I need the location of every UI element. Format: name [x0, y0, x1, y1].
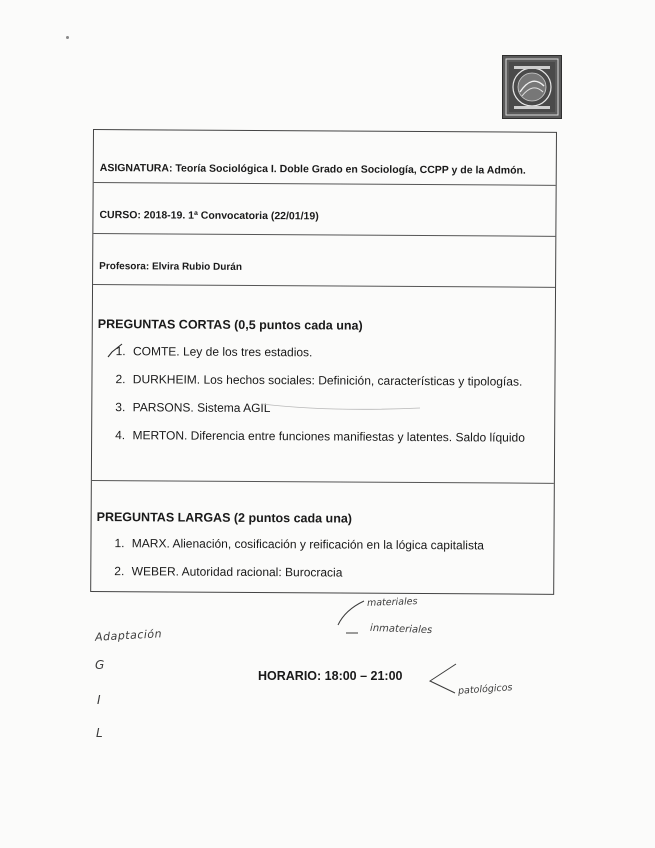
question-text: DURKHEIM. Los hechos sociales: Definición, características y tipologías.: [132, 372, 523, 389]
question-text: PARSONS. Sistema AGIL: [132, 400, 271, 416]
preguntas-cortas-title: PREGUNTAS CORTAS (0,5 puntos cada una): [97, 317, 363, 333]
question-number: 1.: [115, 344, 126, 359]
question-number: 4.: [115, 428, 126, 443]
handwritten-materiales: materiales: [366, 596, 418, 609]
question-text: MARX. Alienación, cosificación y reificación en la lógica capitalista: [131, 536, 485, 553]
handwritten-patologicos: patológicos: [457, 682, 513, 697]
check-mark-icon: [108, 344, 122, 357]
pencil-check-materiales-icon: [338, 601, 364, 625]
horario-text: HORARIO: 18:00 – 21:00: [258, 669, 403, 683]
asignatura-value: Teoría Sociológica I. Doble Grado en Sociología, CCPP y de la Admón.: [175, 162, 526, 177]
question-text: MERTON. Diferencia entre funciones manifiestas y latentes. Saldo líquido: [132, 428, 525, 445]
profesora-value: Elvira Rubio Durán: [151, 261, 243, 273]
question-number: 1.: [114, 536, 125, 551]
pencil-underline: [262, 404, 420, 409]
curso-label: CURSO:: [99, 209, 141, 222]
pencil-angle-bracket-icon: [430, 664, 456, 693]
preguntas-largas-title: PREGUNTAS LARGAS (2 puntos cada una): [96, 510, 353, 526]
question-number: 3.: [115, 400, 126, 415]
handwritten-adaptacion: Adaptación: [94, 627, 163, 644]
profesora-label: Profesora:: [99, 261, 150, 273]
question-number: 2.: [115, 372, 126, 387]
handwritten-letter-g: G: [95, 658, 105, 672]
asignatura-label: ASIGNATURA:: [99, 162, 173, 175]
handwritten-letter-l: L: [96, 726, 103, 740]
question-text: WEBER. Autoridad racional: Burocracia: [131, 564, 343, 580]
handwritten-inmateriales: inmateriales: [369, 622, 433, 637]
question-number: 2.: [114, 564, 125, 579]
curso-value: 2018-19. 1ª Convocatoria (22/01/19): [143, 209, 319, 223]
question-text: COMTE. Ley de los tres estadios.: [132, 344, 313, 360]
handwritten-letter-i: I: [97, 693, 101, 707]
